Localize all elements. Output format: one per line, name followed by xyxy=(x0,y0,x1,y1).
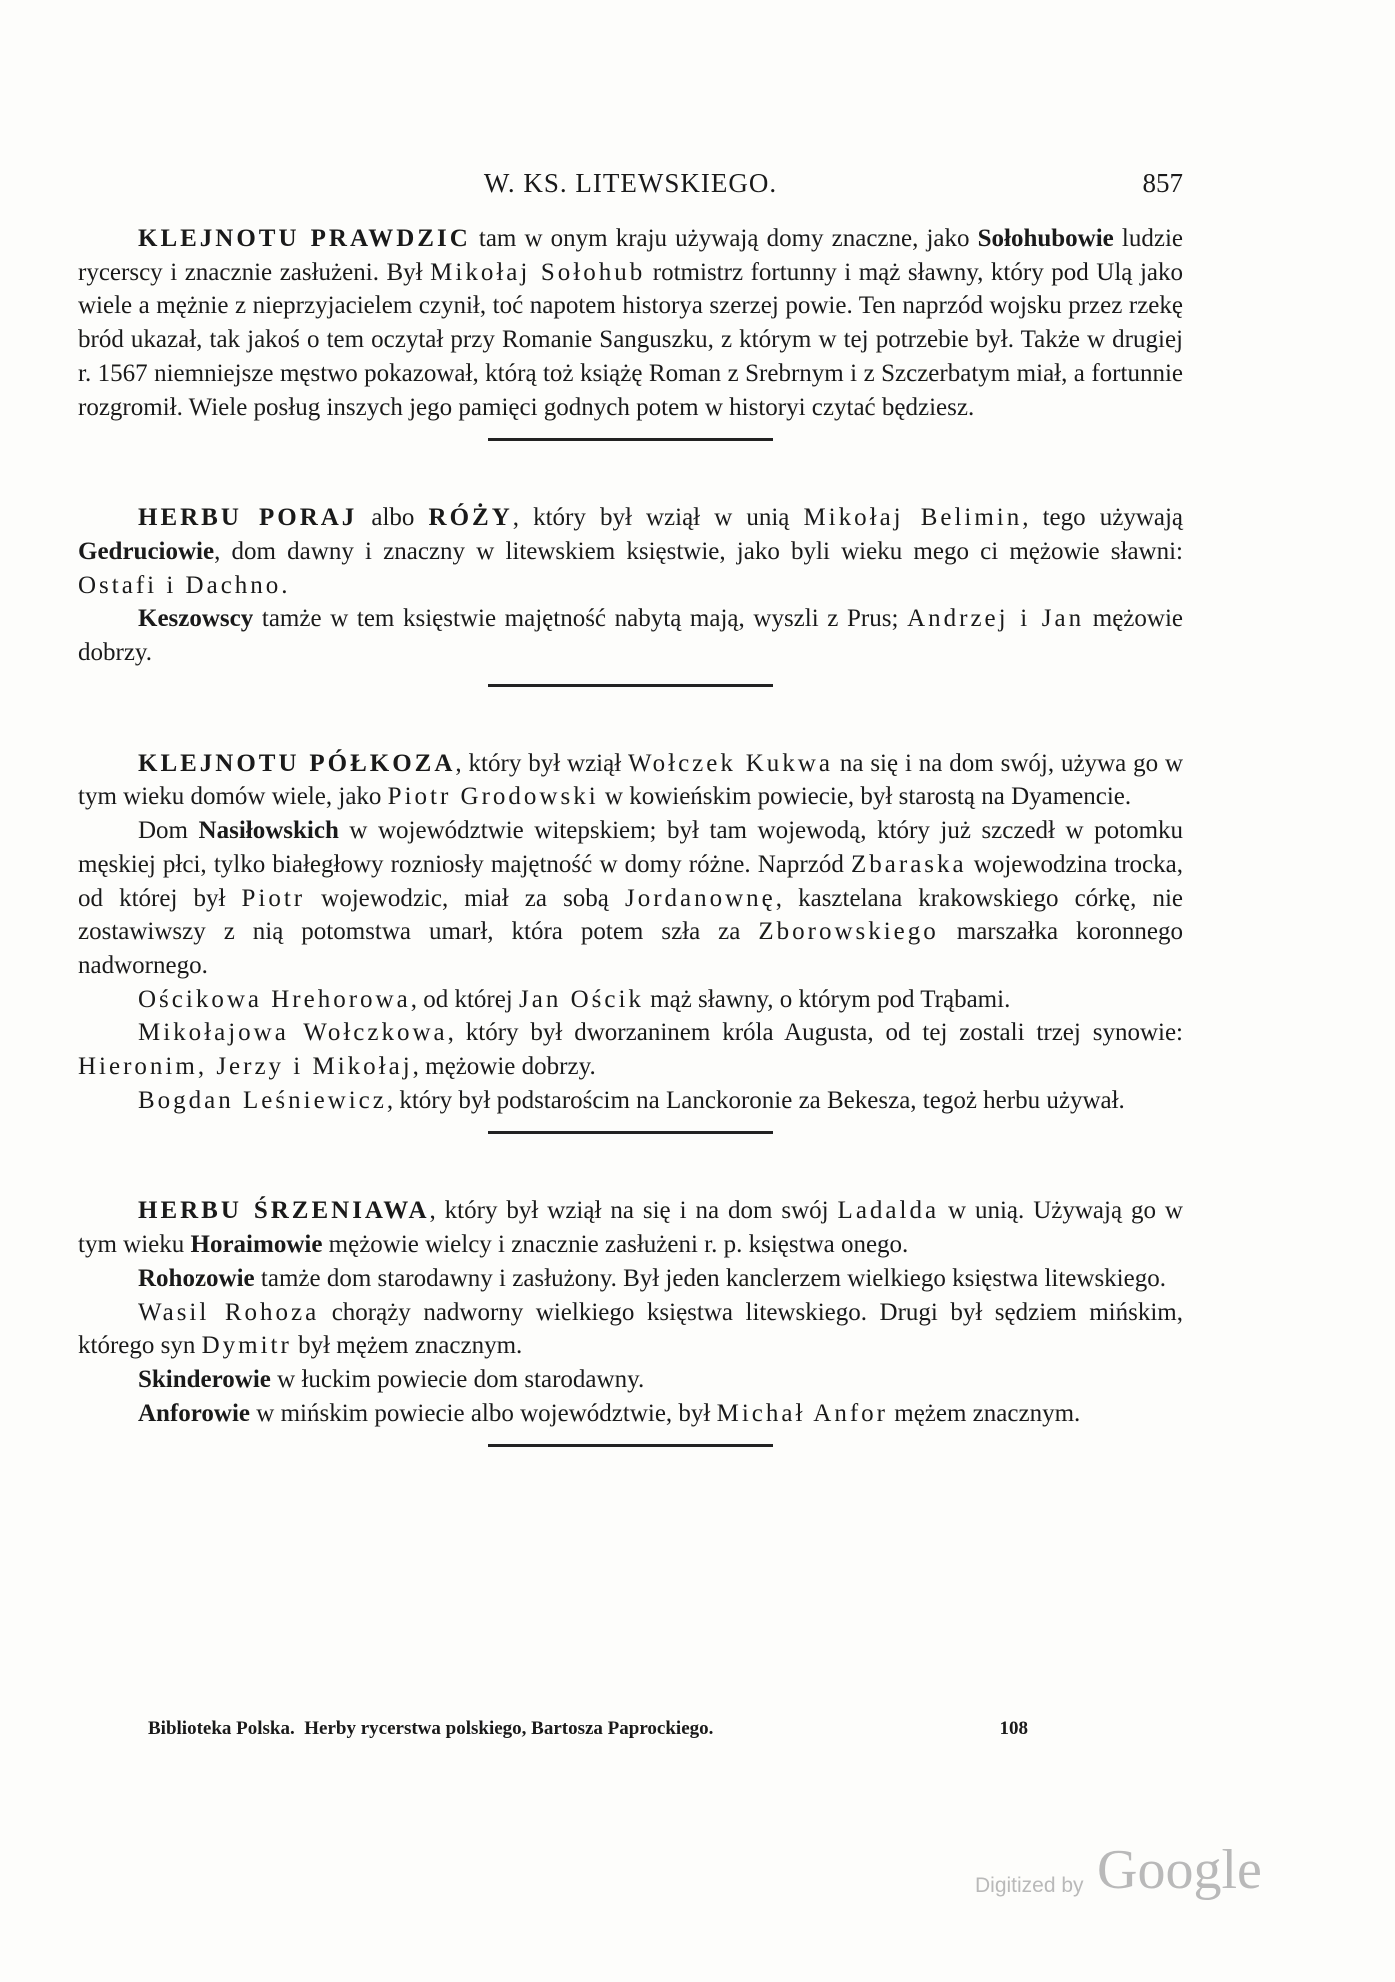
section-divider xyxy=(488,684,773,687)
text-run: w województwie witepskiem; był tam wojewodą, który już szczedł w potomku męskiej płci, tylko białegłowy rozniosły majętność w domy różne. Naprzód xyxy=(78,817,1184,878)
text-run: albo xyxy=(357,504,429,532)
text-run: w łuckim powiecie dom starodawny. xyxy=(270,1365,645,1393)
family-name: Anforowie xyxy=(138,1399,251,1427)
text-run: chorąży nadworny wielkiego księstwa litewskiego. Drugi był sędziem mińskim, którego syn xyxy=(78,1298,1183,1360)
page-footer xyxy=(148,1718,1028,1748)
section-heading-polkoza: KLEJNOTU PÓŁKOZA xyxy=(138,749,456,777)
text-run: , który był dworzaninem króla Augusta, od tej zostali trzej synowie: xyxy=(447,1019,1183,1047)
footer-work: Herby rycerstwa polskiego, Bartosza Paprockiego. xyxy=(304,1718,714,1739)
text-run: tamże w tem księstwie majętność nabytą mają, wyszli z Prus; xyxy=(253,605,908,633)
text-run: Dom xyxy=(138,817,199,845)
paragraph-keszowscy xyxy=(78,602,1183,669)
person-name: Jordanownę xyxy=(624,884,776,912)
person-name: Michał Anfor xyxy=(716,1399,888,1427)
paragraph-polkoza xyxy=(78,747,1183,814)
paragraph-nasilowscy xyxy=(78,814,1183,983)
person-name: Ladalda xyxy=(837,1197,940,1225)
paragraph-prawdzic xyxy=(78,222,1183,424)
text-run: mąż sławny, o którym pod Trąbami. xyxy=(643,985,1011,1013)
person-name: Mikołaj Sołohub xyxy=(430,258,646,286)
text-run: . xyxy=(281,571,288,599)
text-run: tam w onym kraju używają domy znaczne, jako xyxy=(470,225,978,252)
paragraph-anforowie xyxy=(78,1397,1183,1431)
paragraph-lesniewicz xyxy=(78,1084,1183,1118)
paragraph-skinderowie xyxy=(78,1363,1183,1397)
text-run: mężem znacznym. xyxy=(888,1399,1081,1427)
person-name: Ostafi i Dachno xyxy=(78,571,282,599)
footer-sheet-number: 108 xyxy=(999,1718,1028,1739)
paragraph-rohozowie xyxy=(78,1262,1183,1296)
family-name: Gedruciowie xyxy=(78,537,215,565)
person-name: Mikołaj Belimin xyxy=(803,504,1023,532)
section-divider xyxy=(488,438,773,441)
paragraph-wolczkowa xyxy=(78,1016,1183,1083)
watermark-prefix: Digitized by xyxy=(975,1874,1084,1897)
family-name: Nasiłowskich xyxy=(198,817,339,845)
text-run: , kasztelana krakowskiego córkę, nie zostawiwszy z nią potomstwa umarł, która potem szła za xyxy=(78,884,1183,946)
section-heading-prawdzic: KLEJNOTU PRAWDZIC xyxy=(138,225,471,252)
paragraph-srzeniawa xyxy=(78,1194,1183,1261)
person-name: Andrzej i Jan xyxy=(907,605,1085,633)
person-name: Mikołajowa Wołczkowa xyxy=(138,1019,448,1047)
person-name: Jan Ościk xyxy=(519,985,644,1013)
text-run: mężowie wielcy i znacznie zasłużeni r. p. księstwa onego. xyxy=(322,1231,909,1259)
person-name: Piotr Grodowski xyxy=(387,783,599,811)
text-run: wojewodzina trocka, od której był xyxy=(78,850,1183,912)
digitized-watermark xyxy=(975,1838,1275,1908)
text-run: , który był wziął xyxy=(455,749,629,777)
text-run: marszałka koronnego nadwornego. xyxy=(78,918,1183,979)
person-name: Dymitr xyxy=(201,1332,292,1360)
section-heading-rozy: RÓŻY xyxy=(428,504,513,532)
paragraph-poraj xyxy=(78,501,1183,602)
footer-signature xyxy=(148,1718,713,1740)
family-name: Sołohubowie xyxy=(977,225,1114,252)
family-name: Horaimowie xyxy=(190,1231,323,1259)
person-name: Bogdan Leśniewicz xyxy=(138,1086,387,1114)
google-logo: Google xyxy=(1097,1839,1262,1901)
text-run: na się i na dom swój, używa go w tym wieku domów wiele, jako xyxy=(78,749,1183,811)
text-run: w mińskim powiecie albo województwie, był xyxy=(250,1399,717,1427)
family-name: Keszowscy xyxy=(138,605,254,633)
text-run: rotmistrz fortunny i mąż sławny, który pod Ulą jako wiele a mężnie z nieprzyjacielem czynił, toć napotem historya szerzej powie. Ten naprzód wojsku przez rzekę bród ukazał, tak jakoś o tem oczytał przy Romanie Sanguszku, z którym w tej potrzebie był. Także w drugiej r. 1567 niemniejsze męstwo pokazował, którą toż książę Roman z Srebrnym i z Szczerbatym miał, a fortunnie rozgromił. Wiele posług inszych jego pamięci godnych potem w historyi czytać będziesz. xyxy=(78,258,1183,421)
text-run: w unią. Używają go w tym wieku xyxy=(78,1197,1183,1259)
person-name: Ościkowa Hrehorowa xyxy=(138,985,411,1013)
text-run: wojewodzic, miał za sobą xyxy=(305,884,625,912)
text-run: był mężem znacznym. xyxy=(291,1332,523,1360)
paragraph-oscikowa xyxy=(78,983,1183,1017)
paragraph-wasil-rohoza xyxy=(78,1296,1183,1363)
text-run: mężowie dobrzy. xyxy=(78,605,1183,667)
text-run: , od której xyxy=(410,985,520,1013)
footer-library: Biblioteka Polska. xyxy=(148,1718,295,1739)
body-text xyxy=(78,222,1183,1447)
page-number: 857 xyxy=(1142,168,1183,198)
running-title: W. KS. LITEWSKIEGO. xyxy=(483,168,778,198)
text-run: , tego używają xyxy=(1022,504,1184,532)
text-run: ludzie rycerscy i znacznie zasłużeni. Był xyxy=(78,225,1183,286)
family-name: Rohozowie xyxy=(138,1264,255,1292)
text-run: , który był wziął na się i na dom swój xyxy=(429,1197,838,1225)
text-run: tamże dom starodawny i zasłużony. Był jeden kanclerzem wielkiego księstwa litewskiego. xyxy=(254,1264,1166,1292)
section-divider xyxy=(488,1131,773,1134)
person-name: Zborowskiego xyxy=(758,918,939,946)
person-name: Wasil Rohoza xyxy=(138,1298,320,1326)
family-name: Skinderowie xyxy=(138,1365,271,1393)
person-name: Wołczek Kukwa xyxy=(628,749,833,777)
text-run: , który był podstarościm na Lanckoronie za Bekesza, tegoż herbu używał. xyxy=(386,1086,1125,1114)
text-run: w kowieńskim powiecie, był starostą na Dyamencie. xyxy=(598,783,1132,811)
page-header xyxy=(78,168,1183,208)
text-run: , mężowie dobrzy. xyxy=(412,1053,596,1081)
person-name: Zbaraska xyxy=(851,850,967,878)
person-name: Piotr xyxy=(241,884,306,912)
section-heading-poraj: HERBU PORAJ xyxy=(138,504,358,532)
person-name: Hieronim, Jerzy i Mikołaj xyxy=(78,1053,413,1081)
section-heading-srzeniawa: HERBU ŚRZENIAWA xyxy=(138,1197,430,1225)
text-run: , dom dawny i znaczny w litewskiem księstwie, jako byli wieku mego ci mężowie sławni: xyxy=(214,537,1183,565)
text-run: , który był wziął w unią xyxy=(512,504,804,532)
section-divider xyxy=(488,1444,773,1447)
